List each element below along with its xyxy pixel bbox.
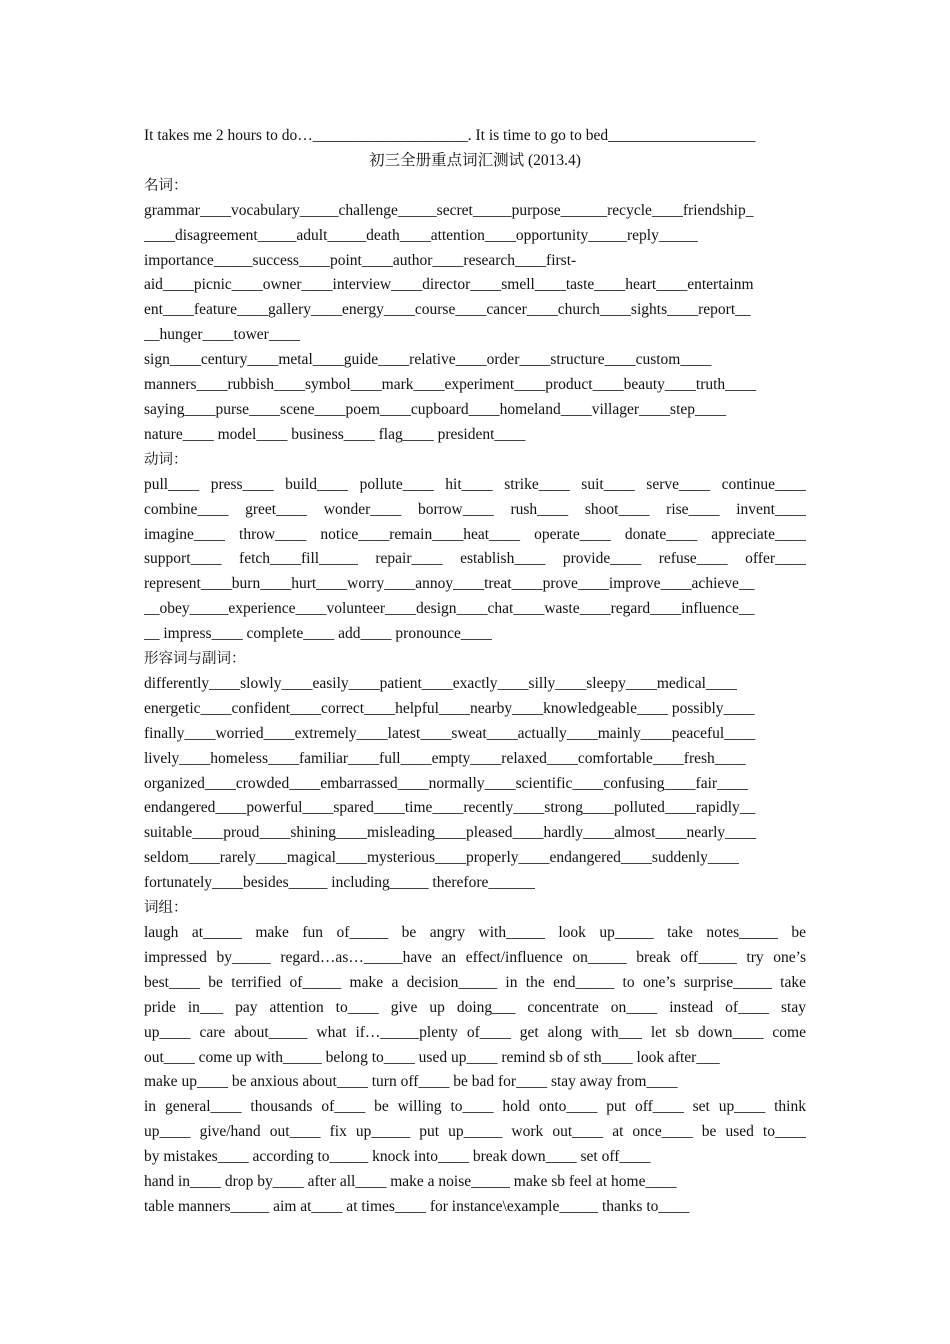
- adj-adv-line-5: organized____crowded____embarrassed____normally____scientific____confusing____fair____: [144, 774, 749, 792]
- phrases-line-12: table manners_____ aim at____ at times____ for instance\example_____ thanks to____: [144, 1197, 690, 1215]
- section-heading-verbs: 动词：: [144, 451, 188, 468]
- adj-adv-line-3: finally____worried____extremely____latest____sweat____actually____mainly____peaceful____: [144, 724, 756, 742]
- nouns-line-4: aid____picnic____owner____interview____director____smell____taste____heart____entertainm: [144, 276, 754, 294]
- verbs-line-4: support____ fetch____fill_____ repair____ establish____ provide____ refuse____ offer____: [144, 550, 806, 568]
- adj-adv-line-9: fortunately____besides_____ including_____ therefore______: [144, 874, 535, 892]
- phrases-line-5: up____ care about_____ what if…_____plenty of____ get along with___ let sb down____ come: [144, 1023, 806, 1041]
- adj-adv-line-4: lively____homeless____familiar____full____empty____relaxed____comfortable____fresh____: [144, 749, 746, 767]
- intro-sentence: It takes me 2 hours to do…____________________. It is time to go to bed___________________: [144, 127, 756, 144]
- phrases-line-11: hand in____ drop by____ after all____ make a noise_____ make sb feel at home____: [144, 1173, 677, 1191]
- phrases-line-3: best____ be terrified of_____ make a decision_____ in the end_____ to one’s surprise_____ take: [144, 973, 806, 991]
- adj-adv-line-7: suitable____proud____shining____misleading____pleased____hardly____almost____nearly____: [144, 824, 757, 842]
- nouns-line-7: sign____century____metal____guide____relative____order____structure____custom____: [144, 351, 712, 369]
- phrases-line-10: by mistakes____ according to_____ knock into____ break down____ set off____: [144, 1148, 651, 1166]
- nouns-line-3: importance_____success____point____author____research____first-: [144, 251, 577, 269]
- section-heading-nouns: 名词：: [144, 177, 188, 194]
- phrases-line-8: in general____ thousands of____ be willing to____ hold onto____ put off____ set up____ think: [144, 1098, 806, 1116]
- verbs-line-5: represent____burn____hurt____worry____annoy____treat____prove____improve____achieve__: [144, 575, 755, 593]
- adj-adv-line-6: endangered____powerful____spared____time____recently____strong____polluted____rapidly__: [144, 799, 756, 817]
- phrases-line-7: make up____ be anxious about____ turn off____ be bad for____ stay away from____: [144, 1073, 678, 1091]
- nouns-line-8: manners____rubbish____symbol____mark____experiment____product____beauty____truth____: [144, 376, 757, 394]
- phrases-line-6: out____ come up with_____ belong to____ used up____ remind sb of sth____ look after___: [144, 1048, 720, 1066]
- adj-adv-line-8: seldom____rarely____magical____mysterious____properly____endangered____suddenly____: [144, 849, 739, 867]
- verbs-line-1: pull____ press____ build____ pollute____ hit____ strike____ suit____ serve____ continue____: [144, 475, 806, 493]
- adj-adv-line-1: differently____slowly____easily____patient____exactly____silly____sleepy____medical____: [144, 674, 737, 692]
- phrases-line-2: impressed by_____ regard…as…_____have an effect/influence on_____ break off_____ try one’s: [144, 948, 806, 966]
- phrases-line-4: pride in___ pay attention to____ give up doing___ concentrate on____ instead of____ stay: [144, 998, 806, 1016]
- phrases-line-1: laugh at_____ make fun of_____ be angry with_____ look up_____ take notes_____ be: [144, 924, 806, 941]
- page-title: 初三全册重点词汇测试 (2013.4): [369, 151, 581, 169]
- nouns-line-6: __hunger____tower____: [144, 326, 300, 344]
- section-heading-phrases: 词组：: [144, 900, 188, 917]
- verbs-line-3: imagine____ throw____ notice____remain____heat____ operate____ donate____ appreciate____: [144, 525, 806, 543]
- adj-adv-line-2: energetic____confident____correct____helpful____nearby____knowledgeable____ possibly____: [144, 699, 755, 717]
- nouns-line-9: saying____purse____scene____poem____cupboard____homeland____villager____step____: [144, 400, 726, 418]
- nouns-line-1: grammar____vocabulary_____challenge_____secret_____purpose______recycle____friendship_: [144, 201, 754, 219]
- verbs-line-7: __ impress____ complete____ add____ pronounce____: [144, 625, 492, 643]
- verbs-line-6: __obey_____experience____volunteer____design____chat____waste____regard____influence__: [144, 600, 755, 618]
- verbs-line-2: combine____ greet____ wonder____ borrow____ rush____ shoot____ rise____ invent____: [144, 500, 806, 518]
- nouns-line-10: nature____ model____ business____ flag____ president____: [144, 425, 526, 443]
- section-heading-adjectives-adverbs: 形容词与副词：: [144, 651, 246, 668]
- worksheet-page: [144, 124, 806, 1220]
- phrases-line-9: up____ give/hand out____ fix up_____ put up_____ work out____ at once____ be used to____: [144, 1123, 806, 1141]
- nouns-line-5: ent____feature____gallery____energy____course____cancer____church____sights____report__: [144, 301, 751, 319]
- nouns-line-2: ____disagreement_____adult_____death____attention____opportunity_____reply_____: [144, 226, 698, 244]
